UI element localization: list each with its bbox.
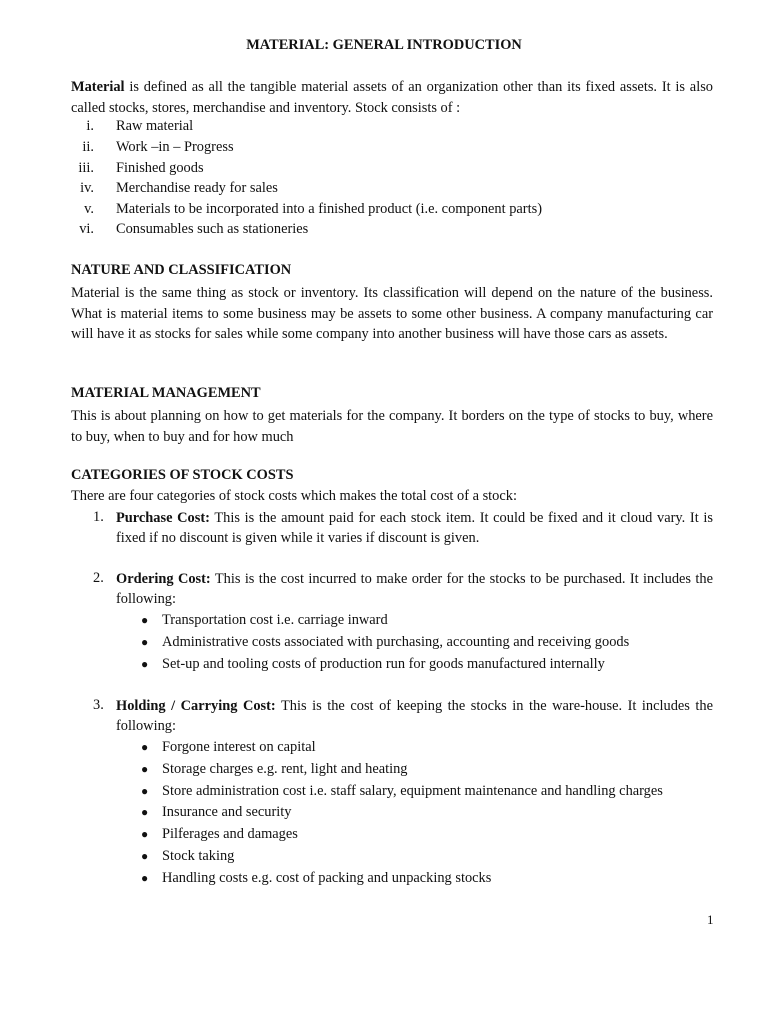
list-text: Merchandise ready for sales (116, 180, 278, 196)
cost-number: 1. (93, 509, 104, 525)
cost-text: This is the amount paid for each stock item. It could be fixed and it cloud vary. It is fixed if no discount is given while it varies if discount is given. (116, 510, 713, 546)
bullet-icon: ● (141, 635, 149, 649)
bullet-text: Forgone interest on capital (162, 739, 316, 755)
bullet-text: Transportation cost i.e. carriage inward (162, 612, 388, 628)
bullet-icon: ● (141, 740, 149, 754)
list-item (0, 139, 768, 159)
page-title: MATERIAL: GENERAL INTRODUCTION (246, 37, 522, 53)
list-item (0, 160, 768, 180)
bullet-item (0, 848, 768, 869)
bullet-text: Pilferages and damages (162, 826, 298, 842)
categories-intro: There are four categories of stock costs which makes the total cost of a stock: (71, 488, 517, 504)
cost-label: Ordering Cost: (116, 571, 211, 587)
cost-text: This is the cost incurred to make order for the stocks to be purchased. It includes the following: (116, 571, 713, 607)
cost-description (116, 697, 713, 736)
bullet-icon: ● (141, 871, 149, 885)
bullet-text: Set-up and tooling costs of production run for goods manufactured internally (162, 656, 605, 672)
bullet-item (0, 634, 768, 655)
management-paragraph: This is about planning on how to get materials for the company. It borders on the type of stocks to buy, where to buy, when to buy and for how much (71, 408, 713, 445)
bullet-icon: ● (141, 657, 149, 671)
bullet-icon: ● (141, 805, 149, 819)
intro-term: Material (71, 79, 125, 95)
bullet-icon: ● (141, 613, 149, 627)
bullet-icon: ● (141, 849, 149, 863)
bullet-text: Store administration cost i.e. staff salary, equipment maintenance and handling charges (162, 783, 663, 799)
bullet-icon: ● (141, 827, 149, 841)
cost-label: Holding / Carrying Cost: (116, 698, 276, 714)
categories-heading: CATEGORIES OF STOCK COSTS (71, 467, 294, 483)
cost-description (116, 509, 713, 548)
intro-paragraph (71, 77, 713, 118)
nature-heading: NATURE AND CLASSIFICATION (71, 262, 292, 278)
bullet-item (0, 761, 768, 782)
list-item (0, 118, 768, 138)
bullet-item (0, 656, 768, 677)
list-text: Consumables such as stationeries (116, 221, 309, 237)
nature-paragraph: Material is the same thing as stock or inventory. Its classification will depend on the nature of the business. What is material items to some business may be assets to some other business. A company manufacturing car will have it as stocks for sales while some company into another business will have those cars as assets. (71, 285, 713, 343)
list-item (0, 180, 768, 200)
list-numeral: iii. (78, 160, 94, 176)
bullet-text: Administrative costs associated with purchasing, accounting and receiving goods (162, 634, 630, 650)
bullet-item (0, 826, 768, 847)
list-numeral: i. (86, 118, 94, 134)
cost-number: 2. (93, 570, 104, 586)
cost-number: 3. (93, 697, 104, 713)
list-item (0, 221, 768, 241)
list-text: Finished goods (116, 160, 204, 176)
bullet-item (0, 612, 768, 633)
bullet-text: Handling costs e.g. cost of packing and unpacking stocks (162, 870, 492, 886)
bullet-item (0, 870, 768, 891)
intro-text: is defined as all the tangible material assets of an organization other than its fixed assets. It is also called stocks, stores, merchandise and inventory. Stock consists of : (71, 79, 713, 116)
list-text: Work –in – Progress (116, 139, 234, 155)
list-text: Materials to be incorporated into a finished product (i.e. component parts) (116, 201, 542, 217)
bullet-icon: ● (141, 762, 149, 776)
cost-text: This is the cost of keeping the stocks in the ware-house. It includes the following: (116, 698, 713, 734)
list-numeral: iv. (80, 180, 94, 196)
bullet-item (0, 739, 768, 760)
bullet-text: Storage charges e.g. rent, light and heating (162, 761, 408, 777)
list-numeral: vi. (79, 221, 94, 237)
list-numeral: ii. (82, 139, 94, 155)
management-heading: MATERIAL MANAGEMENT (71, 385, 261, 401)
list-text: Raw material (116, 118, 194, 134)
bullet-icon: ● (141, 784, 149, 798)
page-number: 1 (707, 912, 714, 927)
bullet-item (0, 783, 768, 804)
cost-description (116, 570, 713, 609)
list-item (0, 201, 768, 221)
cost-label: Purchase Cost: (116, 510, 210, 526)
bullet-text: Insurance and security (162, 804, 292, 820)
bullet-text: Stock taking (162, 848, 235, 864)
list-numeral: v. (84, 201, 94, 217)
bullet-item (0, 804, 768, 825)
